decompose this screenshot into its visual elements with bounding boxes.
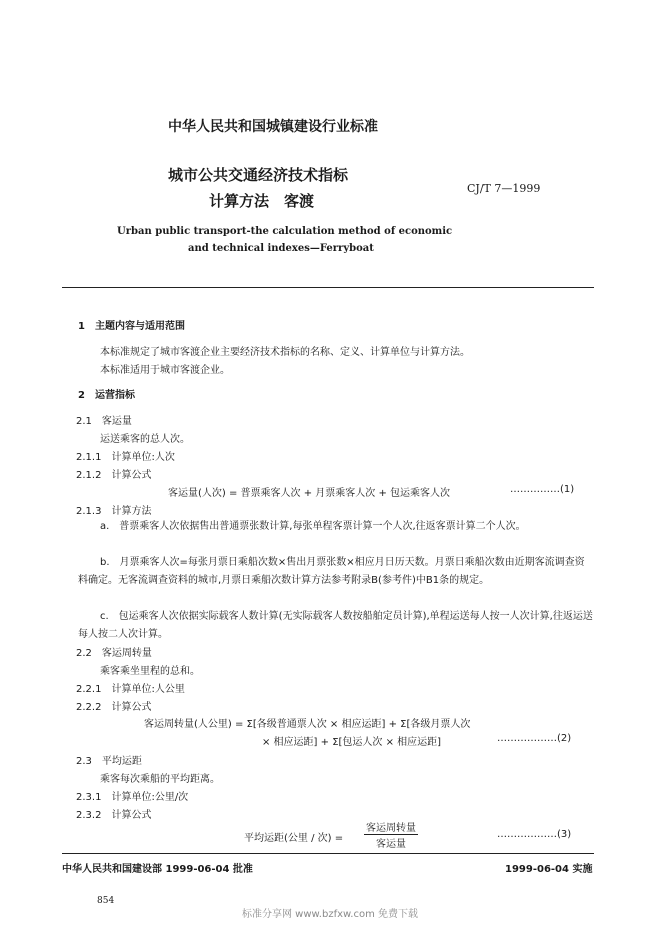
document-title-line2: 计算方法 客渡 bbox=[209, 192, 315, 210]
document-title-line1: 城市公共交通经济技术指标 bbox=[168, 166, 349, 184]
formula-3-fraction bbox=[364, 819, 418, 850]
clause-2-3-1: 2.3.1 计算单位:公里/次 bbox=[76, 792, 189, 803]
standard-code: CJ/T 7—1999 bbox=[467, 182, 541, 195]
formula-2-number: ………………(2) bbox=[497, 733, 572, 744]
clause-2-1-2: 2.1.2 计算公式 bbox=[76, 470, 152, 481]
clause-2-3-definition: 乘客每次乘船的平均距离。 bbox=[100, 774, 220, 785]
formula-1: 客运量(人次) = 普票乘客人次 + 月票乘客人次 + 包运乘客人次 bbox=[168, 488, 451, 499]
method-b-text: b. 月票乘客人次=每张月票日乘船次数×售出月票张数×相应月日历天数。月票日乘船次数由近期客流调查资料确定。无客流调查资料的城市,月票日乘船次数计算方法参考附录B(参考件)中B1条的规定。 bbox=[78, 557, 585, 586]
clause-2-2-2: 2.2.2 计算公式 bbox=[76, 702, 152, 713]
formula-1-number: ……………(1) bbox=[510, 484, 575, 495]
formula-3-numerator: 客运周转量 bbox=[364, 819, 418, 835]
formula-2-line-2: × 相应运距] + Σ[包运人次 × 相应运距] bbox=[262, 737, 442, 748]
formula-3-denominator: 客运量 bbox=[376, 839, 406, 850]
clause-2-2-1: 2.2.1 计算单位:人公里 bbox=[76, 684, 185, 695]
clause-2-3-heading: 2.3 平均运距 bbox=[76, 756, 142, 767]
clause-2-1-3: 2.1.3 计算方法 bbox=[76, 506, 152, 517]
approval-line: 中华人民共和国建设部 1999-06-04 批准 bbox=[62, 864, 253, 875]
formula-2-line-1: 客运周转量(人公里) = Σ[各级普通票人次 × 相应运距] + Σ[各级月票人次 bbox=[144, 719, 471, 730]
section-2-heading: 2 运营指标 bbox=[78, 390, 135, 401]
clause-2-1-1: 2.1.1 计算单位:人次 bbox=[76, 452, 175, 463]
clause-2-2-heading: 2.2 客运周转量 bbox=[76, 648, 152, 659]
section-1-paragraph-2: 本标准适用于城市客渡企业。 bbox=[100, 365, 230, 376]
standard-org-heading: 中华人民共和国城镇建设行业标准 bbox=[168, 119, 378, 135]
clause-2-1-definition: 运送乘客的总人次。 bbox=[100, 434, 190, 445]
english-title-line2: and technical indexes—Ferryboat bbox=[188, 243, 374, 254]
watermark-footer: 标准分享网 www.bzfxw.com 免费下载 bbox=[242, 909, 418, 920]
section-1-heading: 1 主题内容与适用范围 bbox=[78, 321, 185, 332]
method-a-text: a. 普票乘客人次依据售出普通票张数计算,每张单程客票计算一个人次,往返客票计算二个人次。 bbox=[100, 521, 526, 532]
clause-2-3-2: 2.3.2 计算公式 bbox=[76, 810, 152, 821]
clause-2-1-heading: 2.1 客运量 bbox=[76, 416, 132, 427]
formula-3-lhs: 平均运距(公里 / 次) = bbox=[244, 833, 344, 844]
formula-3-number: ………………(3) bbox=[497, 829, 572, 840]
english-title-line1: Urban public transport-the calculation method of economic bbox=[117, 226, 453, 237]
section-1-paragraph-1: 本标准规定了城市客渡企业主要经济技术指标的名称、定义、计算单位与计算方法。 bbox=[100, 347, 470, 358]
page-number: 854 bbox=[97, 896, 115, 906]
footer-divider bbox=[62, 853, 594, 854]
header-divider bbox=[62, 287, 594, 288]
implementation-date: 1999-06-04 实施 bbox=[505, 864, 593, 875]
clause-2-2-definition: 乘客乘坐里程的总和。 bbox=[100, 666, 200, 677]
method-c-text: c. 包运乘客人次依据实际载客人数计算(无实际载客人数按船舶定员计算),单程运送每人按一人次计算,往返运送每人按二人次计算。 bbox=[78, 611, 593, 640]
